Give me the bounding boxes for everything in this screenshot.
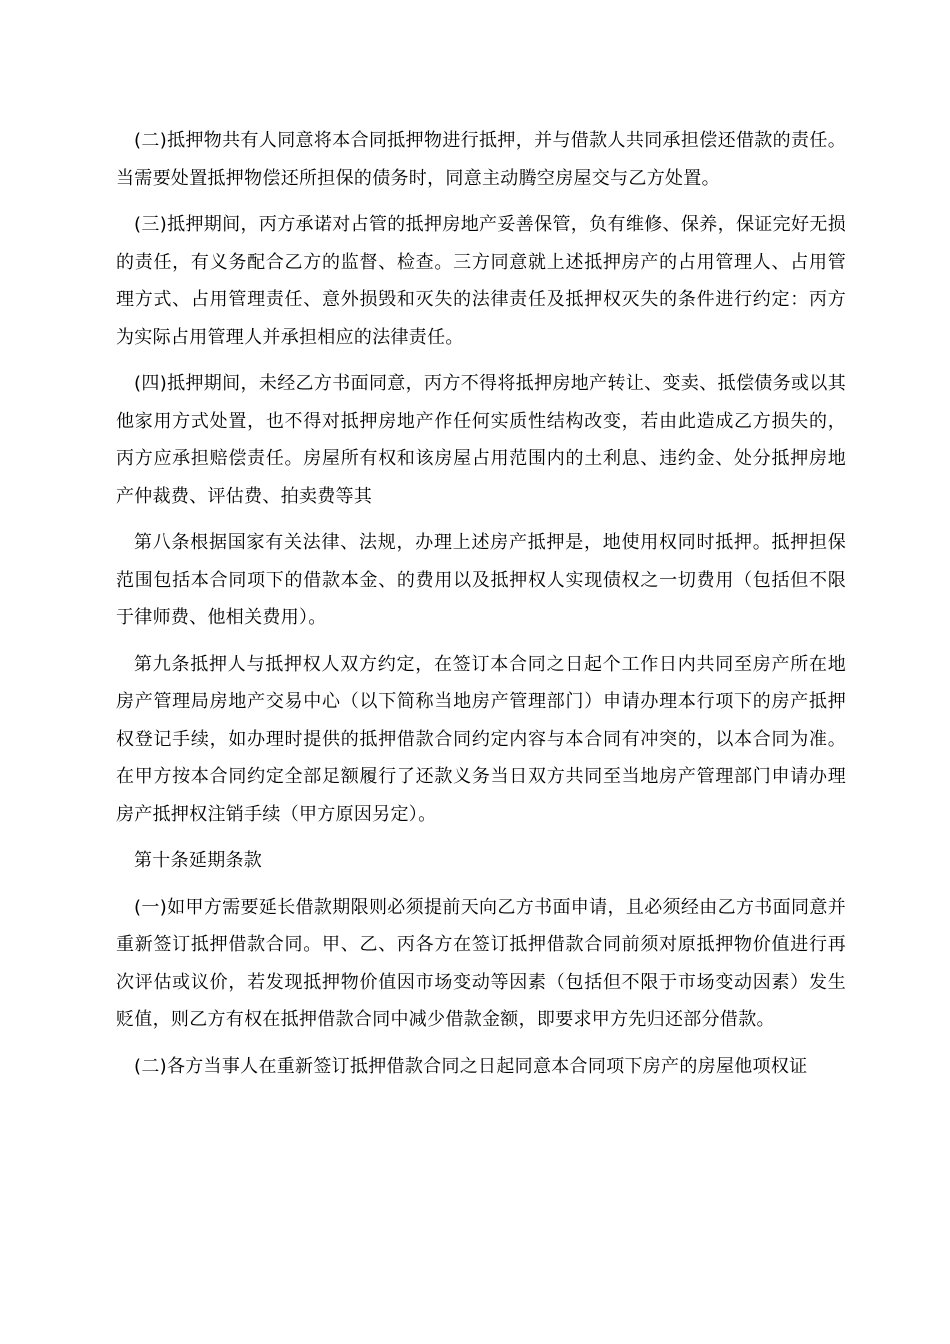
- clause-paragraph: (三)抵押期间，丙方承诺对占管的抵押房地产妥善保管，负有维修、保养，保证完好无损的责任，有义务配合乙方的监督、检查。三方同意就上述抵押房产的占用管理人、占用管理方式、占用管理责任、意外损毁和灭失的法律责任及抵押权灭失的条件进行约定：丙方为实际占用管理人并承担相应的法律责任。: [116, 214, 846, 348]
- article-paragraph: 第八条根据国家有关法律、法规，办理上述房产抵押是，地使用权同时抵押。抵押担保范围包括本合同项下的借款本金、的费用以及抵押权人实现债权之一切费用（包括但不限于律师费、他相关费用）。: [116, 532, 846, 628]
- document-body: [116, 122, 846, 1094]
- clause-paragraph: (二)各方当事人在重新签订抵押借款合同之日起同意本合同项下房产的房屋他项权证: [134, 1055, 808, 1077]
- clause-paragraph: (一)如甲方需要延长借款期限则必须提前天向乙方书面申请，且必须经由乙方书面同意并重新签订抵押借款合同。甲、乙、丙各方在签订抵押借款合同前须对原抵押物价值进行再次评估或议价，若发现抵押物价值因市场变动等因素（包括但不限于市场变动因素）发生贬值，则乙方有权在抵押借款合同中减少借款金额，即要求甲方先归还部分借款。: [116, 896, 846, 1030]
- article-heading: 第十条延期条款: [134, 850, 263, 871]
- clause-paragraph: (四)抵押期间，未经乙方书面同意，丙方不得将抵押房地产转让、变卖、抵偿债务或以其他家用方式处置，也不得对抵押房地产作任何实质性结构改变，若由此造成乙方损失的，丙方应承担赔偿责任。房屋所有权和该房屋占用范围内的土利息、违约金、处分抵押房地产仲裁费、评估费、拍卖费等其: [116, 373, 846, 507]
- article-paragraph: 第九条抵押人与抵押权人双方约定，在签订本合同之日起个工作日内共同至房产所在地房产管理局房地产交易中心（以下简称当地房产管理部门）申请办理本行项下的房产抵押权登记手续，如办理时提供的抵押借款合同约定内容与本合同有冲突的，以本合同为准。在甲方按本合同约定全部足额履行了还款义务当日双方共同至当地房产管理部门申请办理房产抵押权注销手续（甲方原因另定）。: [116, 653, 846, 825]
- clause-paragraph: (二)抵押物共有人同意将本合同抵押物进行抵押，并与借款人共同承担偿还借款的责任。当需要处置抵押物偿还所担保的债务时，同意主动腾空房屋交与乙方处置。: [116, 130, 846, 189]
